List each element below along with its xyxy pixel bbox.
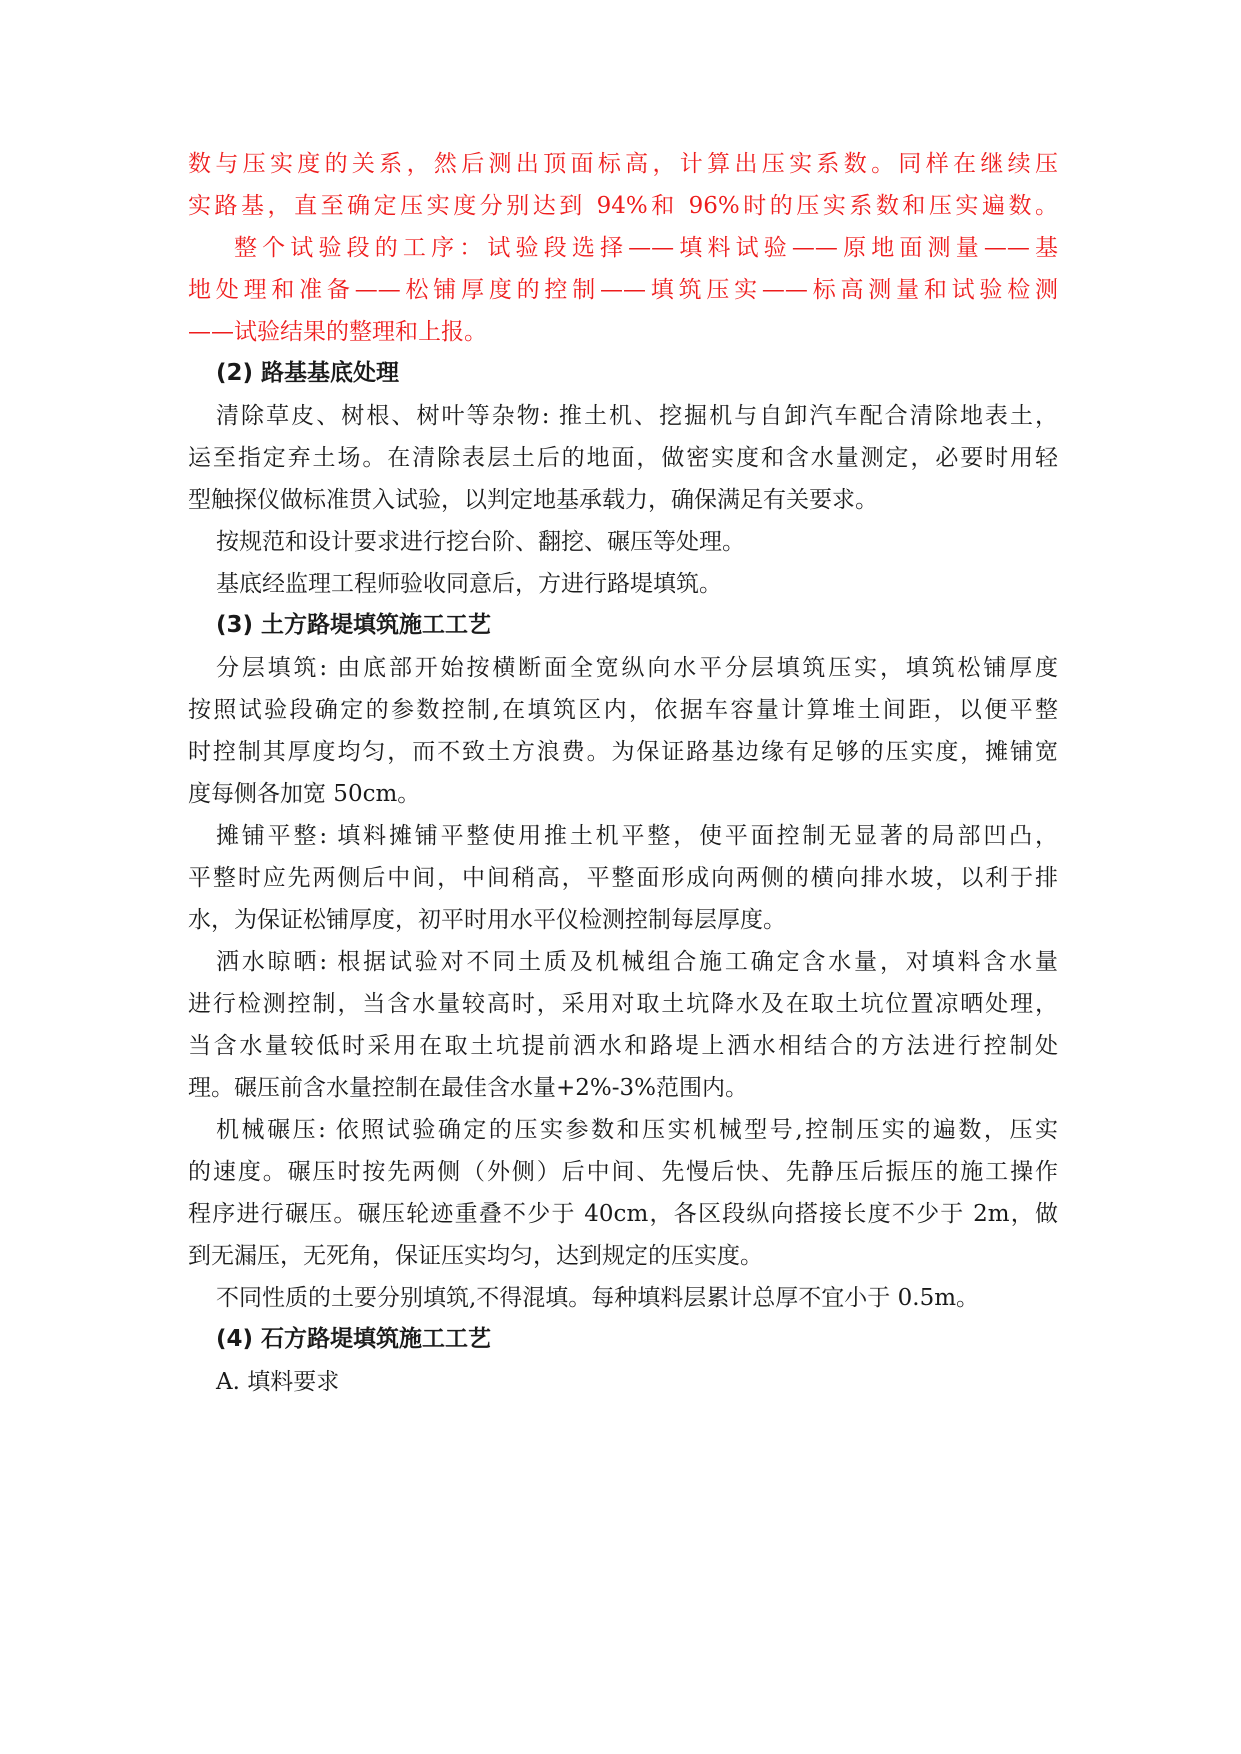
paragraph-line: 整个试验段的工序：试验段选择——填料试验——原地面测量——基 <box>234 235 1058 261</box>
paragraph-line: 当含水量较低时采用在取土坑提前洒水和路堤上洒水相结合的方法进行控制处 <box>188 1033 1058 1059</box>
paragraph-line: 分层填筑: 由底部开始按横断面全宽纵向水平分层填筑压实，填筑松铺厚度 <box>216 655 1058 681</box>
paragraph-line: 机械碾压: 依照试验确定的压实参数和压实机械型号,控制压实的遍数，压实 <box>216 1117 1058 1143</box>
paragraph-line: 摊铺平整: 填料摊铺平整使用推土机平整，使平面控制无显著的局部凹凸， <box>216 823 1058 849</box>
paragraph-line: 按规范和设计要求进行挖台阶、翻挖、碾压等处理。 <box>216 529 745 555</box>
paragraph-line: 进行检测控制，当含水量较高时，采用对取土坑降水及在取土坑位置凉晒处理， <box>188 991 1058 1017</box>
paragraph-line: 基底经监理工程师验收同意后，方进行路堤填筑。 <box>216 571 722 597</box>
paragraph-line: 按照试验段确定的参数控制,在填筑区内，依据车容量计算堆土间距，以便平整 <box>188 697 1058 723</box>
section-heading: (2) 路基基底处理 <box>216 360 400 386</box>
paragraph-line: 洒水晾晒: 根据试验对不同土质及机械组合施工确定含水量，对填料含水量 <box>216 949 1058 975</box>
paragraph-line: 度每侧各加宽 50cm。 <box>188 781 421 807</box>
paragraph-line: ——试验结果的整理和上报。 <box>188 319 487 345</box>
paragraph-line: 到无漏压，无死角，保证压实均匀，达到规定的压实度。 <box>188 1243 763 1269</box>
section-heading: (4) 石方路堤填筑施工工艺 <box>216 1326 492 1352</box>
paragraph-line: 型触探仪做标准贯入试验，以判定地基承载力，确保满足有关要求。 <box>188 487 878 513</box>
paragraph-line: 程序进行碾压。碾压轮迹重叠不少于 40cm，各区段纵向搭接长度不少于 2m，做 <box>188 1201 1058 1227</box>
paragraph-line: 数与压实度的关系，然后测出顶面标高，计算出压实系数。同样在继续压 <box>188 151 1058 177</box>
paragraph-line: 时控制其厚度均匀，而不致土方浪费。为保证路基边缘有足够的压实度，摊铺宽 <box>188 739 1058 765</box>
paragraph-line: 清除草皮、树根、树叶等杂物: 推土机、挖掘机与自卸汽车配合清除地表土， <box>216 403 1058 429</box>
paragraph-line: 理。碾压前含水量控制在最佳含水量+2%-3%范围内。 <box>188 1075 749 1101</box>
paragraph-line: 水，为保证松铺厚度，初平时用水平仪检测控制每层厚度。 <box>188 907 786 933</box>
paragraph-line: 的速度。碾压时按先两侧（外侧）后中间、先慢后快、先静压后振压的施工操作 <box>188 1159 1058 1185</box>
paragraph-line: 运至指定弃土场。在清除表层土后的地面，做密实度和含水量测定，必要时用轻 <box>188 445 1058 471</box>
paragraph-line: 不同性质的土要分别填筑,不得混填。每种填料层累计总厚不宜小于 0.5m。 <box>216 1285 980 1311</box>
section-heading: (3) 土方路堤填筑施工工艺 <box>216 612 492 638</box>
paragraph-line: 地处理和准备——松铺厚度的控制——填筑压实——标高测量和试验检测 <box>188 277 1058 303</box>
paragraph-line: 平整时应先两侧后中间，中间稍高，平整面形成向两侧的横向排水坡，以利于排 <box>188 865 1058 891</box>
paragraph-line: A. 填料要求 <box>216 1369 340 1395</box>
paragraph-line: 实路基，直至确定压实度分别达到 94%和 96%时的压实系数和压实遍数。 <box>188 193 1058 219</box>
